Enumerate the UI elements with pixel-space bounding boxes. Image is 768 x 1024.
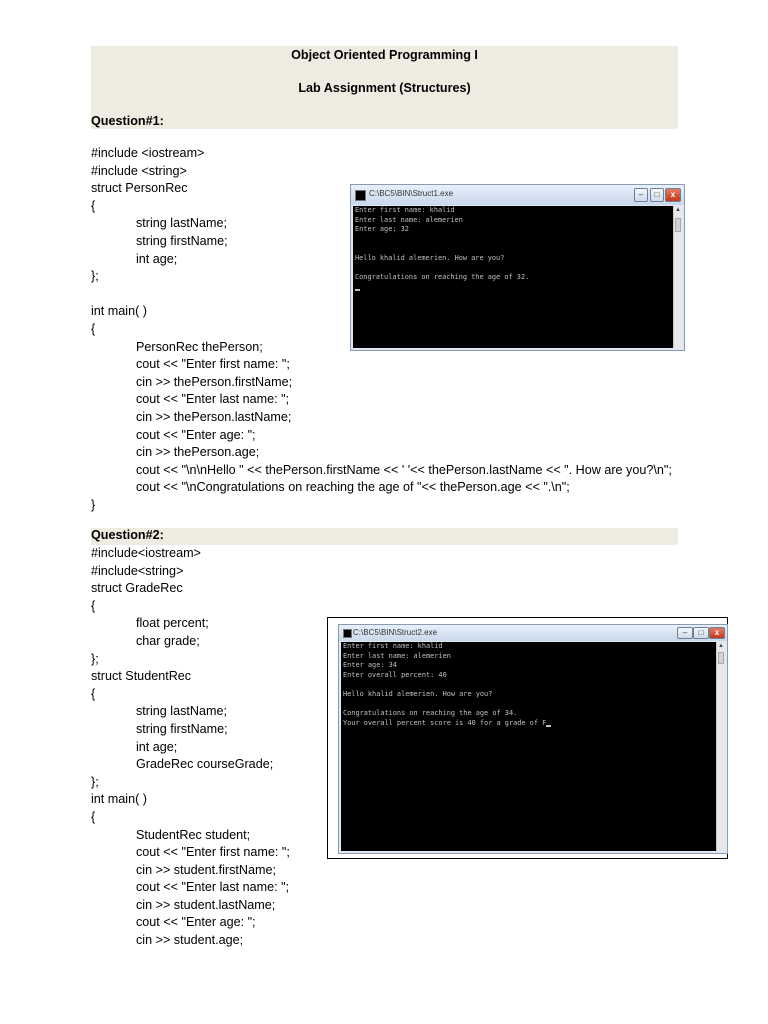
code-line: cin >> thePerson.age; <box>136 445 260 460</box>
window-title: C:\BC5\BIN\Struct2.exe <box>353 628 438 637</box>
code-line: #include<string> <box>91 563 184 578</box>
code-line: cout << "\nCongratulations on reaching the age of "<< thePerson.age << ".\n"; <box>136 480 570 495</box>
code-line: #include <iostream> <box>91 146 205 160</box>
vertical-scrollbar[interactable] <box>716 642 725 851</box>
code-line: StudentRec student; <box>136 827 251 842</box>
code-line: struct GradeRec <box>91 581 183 596</box>
console-app-icon <box>355 190 366 201</box>
code-line: cin >> student.age; <box>136 933 244 948</box>
code-line: cin >> student.firstName; <box>136 862 276 877</box>
code-line: }; <box>91 269 99 284</box>
question-2-label: Question#2: <box>91 528 164 542</box>
minimize-button[interactable]: – <box>677 627 693 639</box>
console-line <box>353 235 673 245</box>
console-last-line-text: Your overall percent score is 40 for a grade of F <box>343 718 547 727</box>
scroll-thumb[interactable] <box>718 652 724 664</box>
code-line: #include <string> <box>91 163 187 178</box>
console-line <box>341 719 716 729</box>
maximize-button[interactable]: □ <box>650 188 664 202</box>
console-line: Enter first name: khalid <box>355 206 455 214</box>
document-subtitle: Lab Assignment (Structures) <box>298 81 471 95</box>
console-line: Hello khalid alemerien. How are you? <box>355 253 505 262</box>
code-line: GradeRec courseGrade; <box>136 757 274 772</box>
code-line: cout << "Enter first name: "; <box>136 845 290 860</box>
text-cursor <box>546 725 551 727</box>
console-output <box>353 206 673 348</box>
console-window-struct1 <box>350 184 685 351</box>
code-line: int age; <box>136 251 178 266</box>
scroll-up-icon[interactable]: ▲ <box>718 643 724 649</box>
close-button[interactable]: x <box>709 627 725 639</box>
code-line: string lastName; <box>136 216 227 231</box>
code-line: }; <box>91 651 99 666</box>
code-line: { <box>91 198 96 213</box>
code-line: { <box>91 686 96 701</box>
code-line: cout << "Enter last name: "; <box>136 880 290 895</box>
console-output <box>341 642 716 851</box>
question-2-band <box>91 528 678 545</box>
minimize-button[interactable]: – <box>634 188 648 202</box>
window-titlebar <box>339 625 727 641</box>
code-line: struct PersonRec <box>91 181 188 196</box>
maximize-button[interactable]: □ <box>693 627 709 639</box>
console-line: Hello khalid alemerien. How are you? <box>343 689 493 698</box>
code-line: cout << "Enter first name: "; <box>136 357 290 372</box>
console-line <box>353 283 673 293</box>
code-line: cout << "Enter last name: "; <box>136 392 290 407</box>
document-title: Object Oriented Programming I <box>291 48 478 62</box>
code-line: int age; <box>136 739 178 754</box>
code-line: { <box>91 598 96 613</box>
console-line <box>341 700 716 710</box>
console-line: Enter age: 32 <box>355 225 409 234</box>
console-line: Enter overall percent: 40 <box>343 670 447 679</box>
console-line <box>341 680 716 690</box>
code-line: } <box>91 497 96 512</box>
console-line: Enter last name: alemerien <box>343 651 451 660</box>
code-line: cin >> student.lastName; <box>136 897 276 912</box>
code-line: PersonRec thePerson; <box>136 339 263 354</box>
console-app-icon <box>343 629 352 638</box>
console-window-struct2 <box>338 624 728 854</box>
code-line: cout << "Enter age: "; <box>136 427 256 442</box>
console-line: Congratulations on reaching the age of 32. <box>355 273 530 282</box>
close-button[interactable]: x <box>665 188 681 202</box>
question-2-code <box>91 545 290 950</box>
console-line <box>353 244 673 254</box>
code-line: string firstName; <box>136 721 228 736</box>
window-titlebar <box>351 185 684 205</box>
code-line: }; <box>91 774 99 789</box>
code-line: struct StudentRec <box>91 669 192 684</box>
code-line: cout << "\n\nHello " << thePerson.firstName << ' '<< thePerson.lastName << ". How are you?\n"; <box>136 462 672 477</box>
console-line: Enter last name: alemerien <box>355 215 463 224</box>
console-line: Enter age: 34 <box>343 661 397 670</box>
code-line: { <box>91 321 96 336</box>
code-line: int main( ) <box>91 304 147 319</box>
code-line: #include<iostream> <box>91 546 201 560</box>
code-line: int main( ) <box>91 792 147 807</box>
vertical-scrollbar[interactable] <box>673 206 682 348</box>
code-line: string firstName; <box>136 233 228 248</box>
code-line: cout << "Enter age: "; <box>136 915 256 930</box>
console-line: Congratulations on reaching the age of 34. <box>343 709 518 718</box>
code-line: string lastName; <box>136 704 227 719</box>
code-line: float percent; <box>136 616 209 631</box>
window-title: C:\BC5\BIN\Struct1.exe <box>369 189 454 198</box>
code-line: char grade; <box>136 633 200 648</box>
console-line <box>353 264 673 274</box>
code-line: cin >> thePerson.firstName; <box>136 374 293 389</box>
question-1-label: Question#1: <box>91 114 164 128</box>
scroll-up-icon[interactable]: ▲ <box>675 207 681 213</box>
text-cursor <box>355 289 360 291</box>
scroll-thumb[interactable] <box>675 218 681 232</box>
console-line: Enter first name: khalid <box>343 642 443 650</box>
code-line: { <box>91 809 96 824</box>
code-line: cin >> thePerson.lastName; <box>136 409 292 424</box>
